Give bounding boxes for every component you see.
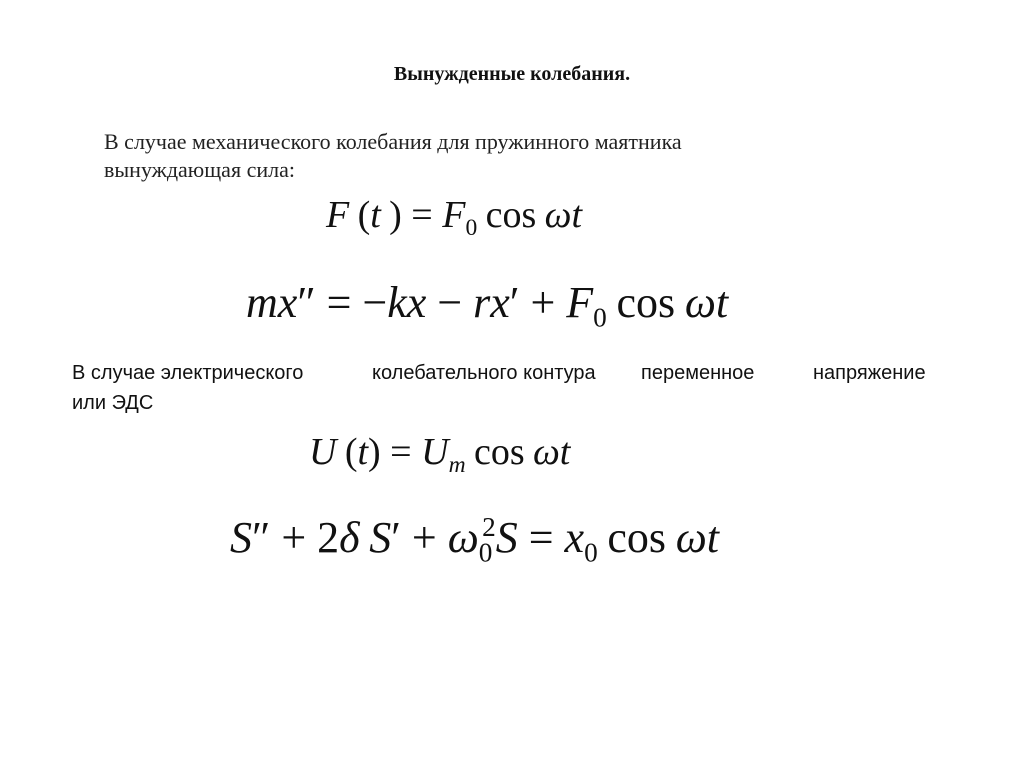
electrical-text-part1: В случае электрического bbox=[72, 362, 304, 384]
force-formula: F (t ) = $F_0$ cos ωt bbox=[326, 194, 583, 242]
general-equation: S″ + 2δ $S' + \omega_0^2S = x_0$ cos ωt bbox=[230, 511, 720, 568]
electrical-text-line2: или ЭДС bbox=[72, 392, 154, 414]
motion-equation: $mx'' = -kx - rx' + F_0$ cos ωt bbox=[246, 278, 729, 333]
electrical-text-part3: переменное bbox=[641, 362, 755, 384]
mechanical-text-line1: В случае механического колебания для пружинного маятника bbox=[104, 129, 682, 154]
voltage-formula: U $(t) = U_m$ cos ωt bbox=[309, 431, 571, 479]
electrical-text-part2: колебательного контура bbox=[372, 362, 596, 384]
mechanical-text-line2: вынуждающая сила: bbox=[104, 157, 295, 182]
electrical-text-part4: напряжение bbox=[813, 362, 926, 384]
slide-title: Вынужденные колебания. bbox=[393, 63, 631, 85]
